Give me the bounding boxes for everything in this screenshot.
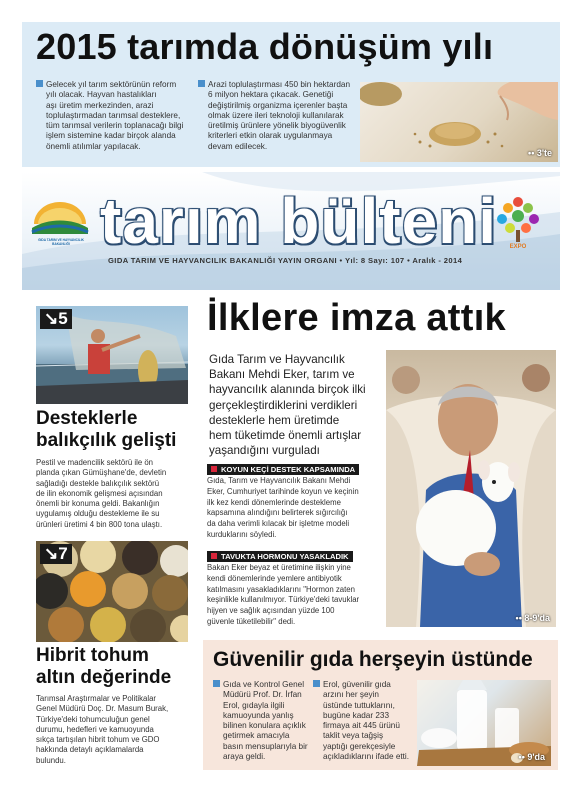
story-number: 7 xyxy=(58,544,68,563)
story-body xyxy=(36,458,196,530)
text-line: Erol, gıdayla ilgili xyxy=(223,700,285,710)
title-line: balıkçılık gelişti xyxy=(36,430,177,451)
section-heading-text: TAVUKTA HORMONU YASAKLADIK xyxy=(221,552,349,561)
text-line: kriterleri etkin olarak uygulanmaya xyxy=(208,131,333,141)
text-line: kapsamına alındığını belirterek sığırcılığı xyxy=(207,508,348,518)
story-number-badge xyxy=(40,309,72,329)
text-line: Bakan Eker beyaz et üretimine ilişkin yine xyxy=(207,563,351,572)
text-line: önemli bir konuma geldi. Bakanlığın xyxy=(36,499,160,509)
expo-logo[interactable] xyxy=(488,194,548,258)
minister-with-lamb-photo[interactable] xyxy=(386,350,556,627)
red-square-icon xyxy=(211,553,217,559)
text-line: Erol, güvenilir gıda xyxy=(323,680,391,689)
text-line: güvenle tüketilebilir" dedi. xyxy=(207,616,296,626)
section-heading xyxy=(207,464,359,475)
text-line: açıkladıklarını ifade etti. xyxy=(323,752,410,762)
text-line: yılı olacak. Hayvan hastalıkları xyxy=(46,90,157,100)
text-line: gerçekleştirdiklerini verdikleri xyxy=(209,398,358,412)
text-line: basın mensuplarıyla bir xyxy=(223,741,308,751)
text-line: yaşandığını vurguladı xyxy=(209,444,320,458)
text-line: aşı üretim merkezinden, arazi xyxy=(46,100,154,110)
text-line: Gıda, Tarım ve Hayvancılık Bakanı Mehdi xyxy=(207,476,351,485)
story-number: 5 xyxy=(58,309,68,328)
text-line: hakkında detaylı açıklamalarda xyxy=(36,745,144,755)
text-line: Gelecek yıl tarım sektörünün reform xyxy=(46,80,177,89)
text-line: desteklerle hem üretimde xyxy=(209,413,340,427)
text-line: ürünleri üretimi 4 bin 800 tona ulaştı. xyxy=(36,519,163,529)
top-column-1 xyxy=(36,80,201,152)
fishing-photo[interactable] xyxy=(36,306,188,404)
text-line: Arazi toplulaştırması 450 bin hektardan xyxy=(208,80,350,89)
section-body xyxy=(207,476,387,541)
seeds-grains-photo[interactable] xyxy=(36,541,188,642)
text-line: sağladığı destekle balıkçılık sektörü xyxy=(36,478,160,488)
text-line: hem tüketimde önemli artışlar xyxy=(209,429,362,443)
page-reference[interactable]: •• 8-9'da xyxy=(515,613,550,623)
section-heading-text: KOYUN KEÇİ DESTEK KAPSAMINDA xyxy=(221,465,356,474)
text-line: Tarımsal Araştırmalar ve Politikalar xyxy=(36,694,157,703)
masthead-subtitle: GIDA TARIM VE HAYVANCILIK BAKANLIĞI YAYIN ORGANI • Yıl: 8 Sayı: 107 • Aralık - 2014 xyxy=(108,256,463,265)
expo-label: EXPO xyxy=(509,244,527,250)
text-line: araya geldi. xyxy=(223,752,266,762)
bottom-story xyxy=(203,640,558,770)
text-line: işlem sistemine kadar birçok alanda xyxy=(46,131,176,141)
text-line: Genel Müdürü Doç. Dr. Masum Burak, xyxy=(36,704,169,714)
section-body xyxy=(207,563,387,628)
text-line: Pestil ve madencilik sektörü ile ön xyxy=(36,458,154,467)
text-line: yaptığı gerekçesiyle xyxy=(323,741,396,751)
bottom-column-1 xyxy=(213,680,313,762)
arrow-down-right-icon: ↘ xyxy=(44,544,59,563)
red-square-icon xyxy=(211,466,217,472)
text-line: hayvancılık alanında birçok ilki xyxy=(209,383,366,397)
story-title[interactable] xyxy=(36,645,171,689)
bullet-square-icon xyxy=(313,680,320,687)
bullet-square-icon xyxy=(213,680,220,687)
text-line: katılmasını yasakladıklarını "Hormon zaten xyxy=(207,584,355,594)
story-title[interactable] xyxy=(36,408,176,452)
top-headline[interactable]: 2015 tarımda dönüşüm yılı xyxy=(36,26,494,67)
text-line: olmak üzere ileri teknoloji kullanılarak xyxy=(208,110,344,120)
text-line: Eker, Cumhuriyet tarihinde koyun ve keçinin xyxy=(207,486,359,496)
text-line: önemli atılımlar yapılacak. xyxy=(46,141,141,151)
text-line: tüm tarımsal verilerin toplanacağı bilgi xyxy=(46,121,184,131)
text-line: hijyen ve sağlık açısından yüzde 100 xyxy=(207,606,335,616)
text-line: firmaya ait 445 ürünü xyxy=(323,721,400,731)
logo-caption: GIDA TARIM VE HAYVANCILIK BAKANLIĞI xyxy=(38,238,84,246)
text-line: devam edilecek. xyxy=(208,141,268,151)
arrow-down-right-icon: ↘ xyxy=(44,309,59,328)
text-line: bulundu. xyxy=(36,755,66,765)
text-line: ilk kez kendi dönemlerinde destekleme xyxy=(207,497,341,507)
story-body xyxy=(36,694,196,766)
title-line: altın değerinde xyxy=(36,667,172,688)
text-line: 6 milyon hektara çıkacak. Genetiği xyxy=(208,90,334,100)
title-line: Hibrit tohum xyxy=(36,645,149,666)
story-number-badge xyxy=(40,544,72,564)
text-line: da daha verimli kılacak bir işletme modeli xyxy=(207,519,350,529)
dairy-products-photo[interactable] xyxy=(417,680,551,766)
seeds-hand-photo[interactable] xyxy=(360,82,558,162)
bottom-headline[interactable]: Güvenilir gıda herşeyin üstünde xyxy=(213,648,533,671)
text-line: bilinen konulara açıklık xyxy=(223,721,306,731)
text-line: Gıda ve Kontrol Genel xyxy=(223,680,305,689)
main-headline[interactable]: İlklere imza attık xyxy=(207,297,506,339)
text-line: toplulaştırmadan tarımsal desteklere, xyxy=(46,110,181,120)
text-line: kendi dönemlerinde yemlere antibiyotik xyxy=(207,573,342,583)
text-line: planda çıkan Gümüşhane'de, devletin xyxy=(36,468,167,478)
text-line: kamuoyunda yanlış xyxy=(223,710,294,720)
text-line: sıkça tartışılan hibrit tohum ve GDO xyxy=(36,735,160,745)
text-line: arzını her şeyin xyxy=(323,690,379,700)
ministry-logo[interactable] xyxy=(28,194,92,250)
text-line: Gıda Tarım ve Hayvancılık xyxy=(209,353,345,366)
title-line: Desteklerle xyxy=(36,408,138,429)
text-line: keşinlikle kullanılmıyor. Türkiye'deki tavuklar xyxy=(207,595,360,605)
text-line: de ilin ekonomik gelişmesi açısından xyxy=(36,488,163,498)
page-reference[interactable]: •• 9'da xyxy=(518,752,545,762)
text-line: getirmek amacıyla xyxy=(223,731,290,741)
text-line: kurduklarını söyledi. xyxy=(207,529,277,539)
top-column-2 xyxy=(198,80,360,152)
main-lead xyxy=(209,352,397,458)
text-line: Türkiye'deki tohumculuğun genel xyxy=(36,714,150,724)
text-line: Bakanı Mehdi Eker, tarım ve xyxy=(209,368,355,382)
text-line: bugüne kadar 233 xyxy=(323,710,390,720)
text-line: Müdürü Prof. Dr. İrfan xyxy=(223,690,302,700)
text-line: uygulamış olduğu destekleme ile su xyxy=(36,509,160,519)
text-line: değiştirilmiş organizma içerenler başta xyxy=(208,100,348,110)
masthead xyxy=(22,172,560,290)
text-line: üstünde tuttuklarını, xyxy=(323,700,395,710)
text-line: durumu, hedefleri ve kamuoyunda xyxy=(36,724,154,734)
bottom-column-2 xyxy=(313,680,417,762)
bullet-square-icon xyxy=(36,80,43,87)
masthead-title[interactable]: tarım bülteni xyxy=(100,185,498,257)
bullet-square-icon xyxy=(198,80,205,87)
text-line: taklit veya tağşiş xyxy=(323,731,384,741)
text-line: üretilmiş ürünlere yönelik biyogüvenlik xyxy=(208,121,346,131)
top-story xyxy=(22,22,560,167)
page-reference[interactable]: •• 3'te xyxy=(528,148,552,158)
section-heading xyxy=(207,551,353,562)
